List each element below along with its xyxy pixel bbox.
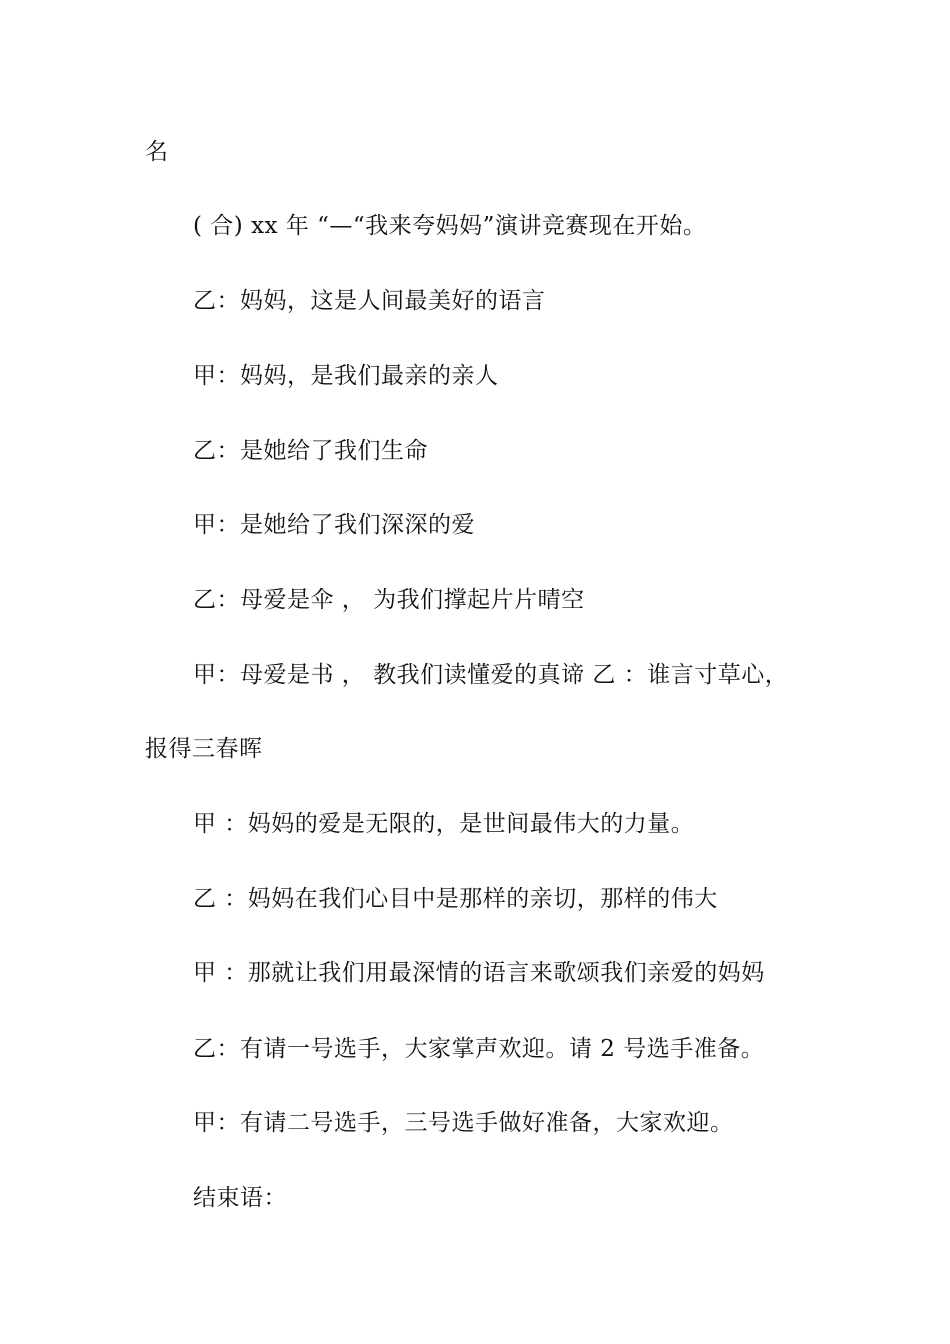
text-line: 甲：母爱是书 ， 教我们读懂爱的真谛 乙 ：谁言寸草心， xyxy=(193,662,789,688)
text-line-fragment: 名 xyxy=(145,139,169,165)
text-line: 乙：妈妈，这是人间最美好的语言 xyxy=(193,288,546,314)
text-line-continuation: 报得三春晖 xyxy=(145,736,263,762)
text-line: 甲：有请二号选手，三号选手做好准备，大家欢迎。 xyxy=(193,1110,734,1136)
text-line: 甲：是她给了我们深深的爱 xyxy=(193,512,475,538)
text-line: 乙 ：妈妈在我们心目中是那样的亲切，那样的伟大 xyxy=(193,886,718,912)
text-line: 乙：是她给了我们生命 xyxy=(193,438,428,464)
text-line: 乙：母爱是伞 ， 为我们撑起片片晴空 xyxy=(193,587,585,613)
section-heading-closing: 结束语： xyxy=(193,1185,287,1211)
text-line: 甲：妈妈，是我们最亲的亲人 xyxy=(193,363,499,389)
text-line-opening: ( 合) xx 年 “—“我来夸妈妈”演讲竞赛现在开始。 xyxy=(193,213,707,239)
text-line: 甲 ：妈妈的爱是无限的，是世间最伟大的力量。 xyxy=(193,811,695,837)
text-line: 甲 ：那就让我们用最深情的语言来歌颂我们亲爱的妈妈 xyxy=(193,960,765,986)
text-line: 乙：有请一号选手，大家掌声欢迎。请 2 号选手准备。 xyxy=(193,1036,765,1062)
